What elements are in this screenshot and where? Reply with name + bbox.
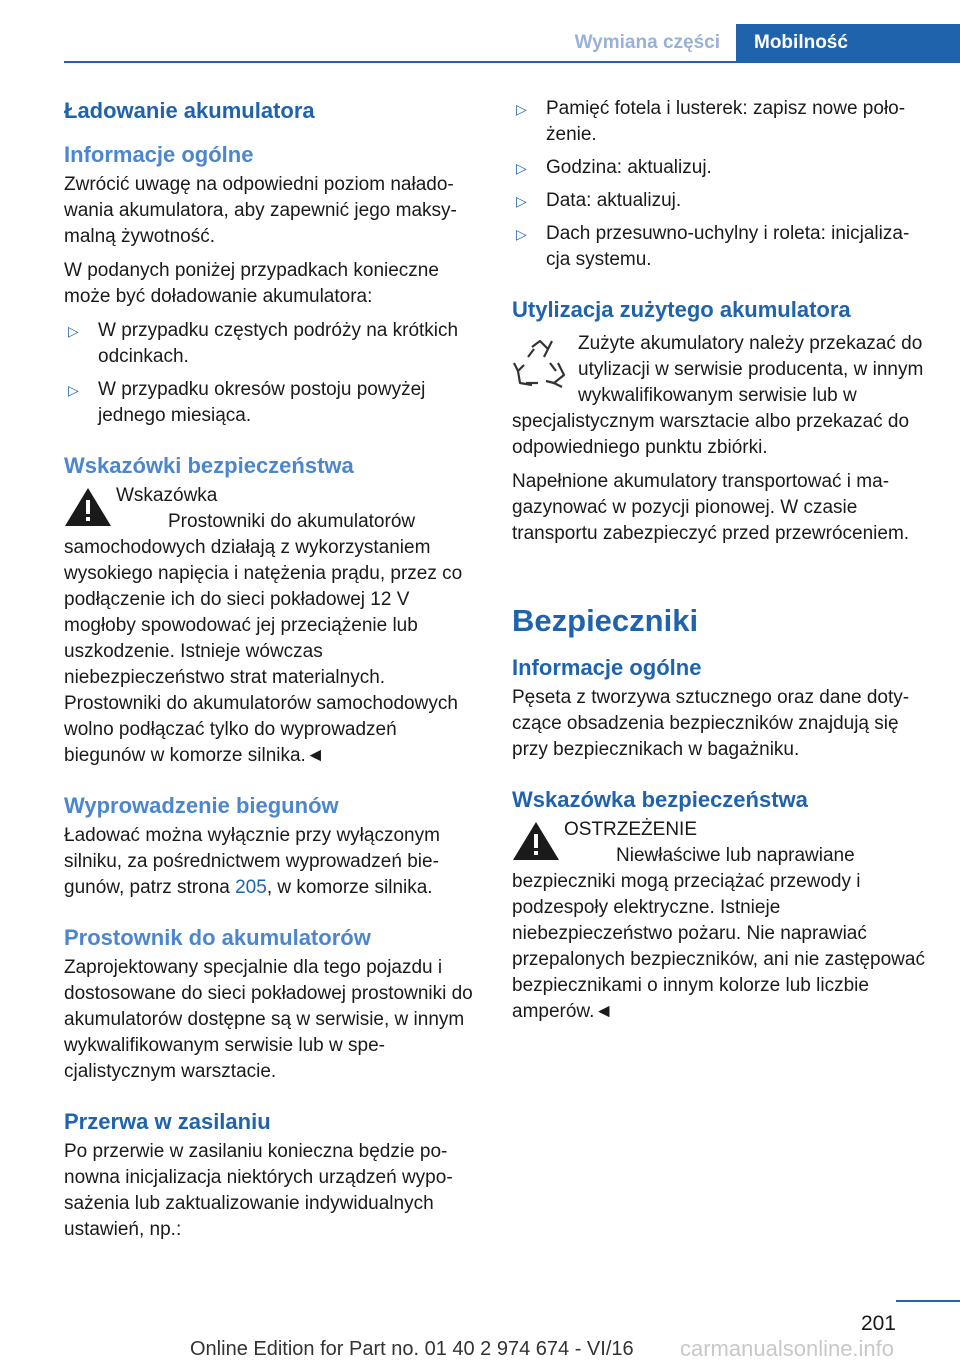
list-recharge-cases [64,318,478,429]
warning-triangle-icon [64,487,112,527]
triangle-bullet-icon: ▷ [516,160,527,176]
triangle-bullet-icon: ▷ [516,101,527,117]
paragraph-terminals: Ładować można wyłącznie przy wyłączonym silniku, za pośrednictwem wyprowadzeń biegunów, patrz strona 205, w komorze silnika. [64,825,440,898]
list-item: ▷ Pamięć fotela i lusterek: zapisz nowe położenie. [516,98,906,145]
page-link-205[interactable]: 205 [235,877,267,898]
paragraph-transport: Napełnione akumulatory transportować i magazynować w pozycji pionowej. W czasie transportu zabezpieczyć przed przewróceniem. [512,471,910,544]
list-item: ▷ Godzina: aktualizuj. [512,155,926,181]
list-reinit-items [512,96,926,273]
heading-fuses-general: Informacje ogólne [512,655,702,680]
heading-general-info: Informacje ogólne [64,142,254,167]
triangle-bullet-icon: ▷ [68,382,79,398]
edition-footer: Online Edition for Part no. 01 40 2 974 674 - VI/16 [190,1338,634,1360]
watermark: carmanualsonline.info [680,1336,895,1361]
list-item: ▷ Data: aktualizuj. [512,188,926,214]
header-rule [64,61,960,63]
recycle-icon [512,337,568,393]
heading-power-outage: Przerwa w zasilaniu [64,1109,271,1134]
triangle-bullet-icon: ▷ [516,193,527,209]
list-item: ▷ Dach przesuwno-uchylny i roleta: inicjalizacja systemu. [516,223,910,270]
warning-text: Prostowniki do akumulatorów samochodowych działają z wykorzystaniem wysokiego napięcia i natężenia prądu, przez co podłączenie ich do sieci pokładowej 12 V mogłoby spowodować jej przeciążenie lub uszkodzenie. Istnieje wówczas niebezpieczeństwo strat materialnych. Prostowniki do akumulatorów samochodowych wolno podłączać tylko do wyprowadzeń biegunów w komorze silnika.◄ [64,511,463,766]
list-item: ▷ W przypadku częstych podróży na krótkich odcinkach. [68,320,459,367]
heading-battery-disposal: Utylizacja zużytego akumulatora [512,297,851,322]
warning-triangle-icon [512,821,560,861]
warning-title: Wskazówka [116,485,218,506]
warning-note [64,483,478,769]
heading-battery-charging: Ładowanie akumulatora [64,98,315,123]
warning-title: OSTRZEŻENIE [564,819,698,840]
paragraph-disposal: Zużyte akumulatory należy przekazać do utylizacji w serwisie producenta, w innym wykwalifikowanym serwisie lub w specjalistycznym warsztacie albo przekazać do odpowiedniego punktu zbiórki. [512,333,924,458]
paragraph-recharge-cases: W podanych poniżej przypadkach konieczne może być doładowanie akumulatora: [64,260,439,307]
right-column [512,96,926,1033]
triangle-bullet-icon: ▷ [68,323,79,339]
paragraph-charger: Zaprojektowany specjalnie dla tego pojazdu i dostosowane do sieci pokładowej prostowniki do akumulatorów dostępne są w serwisie, w innym wykwalifikowanym serwisie lub w specjalistycznym warsztacie. [64,957,473,1082]
list-item: ▷ W przypadku okresów postoju powyżej jednego miesiąca. [68,379,426,426]
header-section-title: Wymiana części [574,32,720,53]
paragraph-power-outage: Po przerwie w zasilaniu konieczna będzie ponowna inicjalizacja niektórych urządzeń wyposażenia lub zaktualizowanie indywidualnych ustawień, np.: [64,1141,453,1240]
header-chapter-tab: Mobilność [736,24,960,62]
heading-terminals: Wyprowadzenie biegunów [64,793,339,818]
heading-safety-notes: Wskazówki bezpieczeństwa [64,453,354,478]
warning-note [512,817,926,1025]
left-column [64,96,478,1251]
heading-fuses: Bezpieczniki [512,603,699,638]
heading-fuses-safety: Wskazówka bezpieczeństwa [512,787,808,812]
triangle-bullet-icon: ▷ [516,226,527,242]
footer-rule [896,1300,960,1302]
page-header [0,0,960,62]
disposal-block [512,331,926,461]
heading-charger: Prostownik do akumulatorów [64,925,371,950]
paragraph-fuses: Pęseta z tworzywa sztucznego oraz dane dotyczące obsadzenia bezpieczników znajdują się przy bezpiecznikach w bagażniku. [512,687,910,760]
page-number: 201 [860,1312,896,1335]
warning-text: Niewłaściwe lub naprawiane bezpieczniki mogą przeciążać przewody i podzespoły elektryczne. Istnieje niebezpieczeństwo pożaru. Nie naprawiać przepalonych bezpieczników, ani nie zastępować bezpiecznikami o innym kolorze lub liczbie amperów.◄ [512,845,925,1022]
paragraph-charge-level: Zwrócić uwagę na odpowiedni poziom naładowania akumulatora, aby zapewnić jego maksymalną żywotność. [64,174,457,247]
